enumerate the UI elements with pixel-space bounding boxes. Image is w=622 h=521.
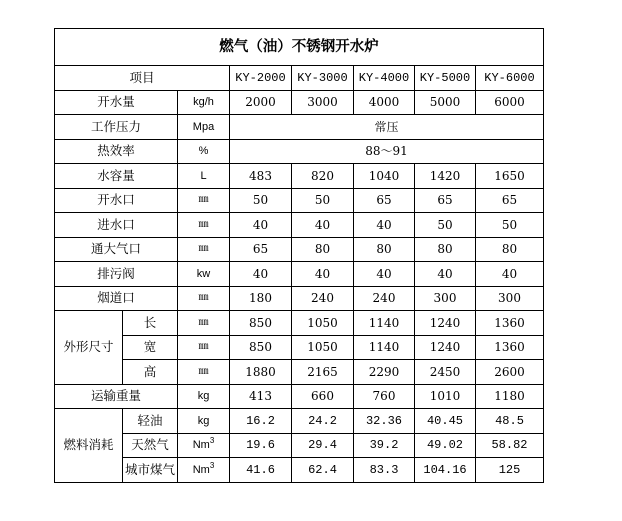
cell-value: 40.45 (415, 409, 476, 434)
table-row (55, 262, 544, 287)
row-unit: ㎜ (178, 335, 230, 360)
cell-value: 65 (415, 188, 476, 213)
table-row (55, 335, 544, 360)
cell-value: 40 (292, 262, 354, 287)
row-unit: L (178, 164, 230, 189)
cell-value: 850 (230, 335, 292, 360)
row-label: 轻油 (123, 409, 178, 434)
table-title: 燃气（油）不锈钢开水炉 (55, 29, 544, 66)
row-label: 开水口 (55, 188, 178, 213)
cell-value: 2450 (415, 360, 476, 385)
cell-value: 5000 (415, 90, 476, 115)
row-label: 高 (123, 360, 178, 385)
cell-value: 24.2 (292, 409, 354, 434)
title-row (55, 29, 544, 66)
table-row (55, 458, 544, 483)
cell-value: 1050 (292, 335, 354, 360)
cell-value: 50 (415, 213, 476, 238)
cell-value: 1140 (354, 311, 415, 336)
table-row (55, 213, 544, 238)
cell-value: 32.36 (354, 409, 415, 434)
cell-value: 80 (415, 237, 476, 262)
row-unit (178, 458, 230, 483)
row-label: 通大气口 (55, 237, 178, 262)
cell-value: 125 (476, 458, 544, 483)
cell-value: 240 (354, 286, 415, 311)
row-unit: Mpa (178, 115, 230, 140)
table-row (55, 433, 544, 458)
row-label: 长 (123, 311, 178, 336)
cell-value: 1180 (476, 384, 544, 409)
row-label: 工作压力 (55, 115, 178, 140)
cell-value: 1650 (476, 164, 544, 189)
cell-value: 29.4 (292, 433, 354, 458)
cell-value: 850 (230, 311, 292, 336)
row-label: 宽 (123, 335, 178, 360)
cell-value: 65 (230, 237, 292, 262)
row-label: 热效率 (55, 139, 178, 164)
cell-value: 240 (292, 286, 354, 311)
cell-value: 80 (354, 237, 415, 262)
table-row (55, 384, 544, 409)
table-row (55, 409, 544, 434)
table-row (55, 139, 544, 164)
cell-value: 1240 (415, 311, 476, 336)
row-unit (178, 433, 230, 458)
header-row (55, 66, 544, 91)
unit-base: Nm (192, 463, 210, 476)
cell-value: 50 (476, 213, 544, 238)
cell-value-merged: 常压 (230, 115, 544, 140)
cell-value: 300 (476, 286, 544, 311)
cell-value: 16.2 (230, 409, 292, 434)
spec-table (54, 28, 544, 483)
table-row (55, 115, 544, 140)
row-unit: kg (178, 384, 230, 409)
row-unit: ㎜ (178, 188, 230, 213)
cell-value: 760 (354, 384, 415, 409)
cell-value: 2000 (230, 90, 292, 115)
cell-value: 58.82 (476, 433, 544, 458)
group-label: 燃料消耗 (55, 409, 123, 483)
model-header: KY-4000 (354, 66, 415, 91)
group-label: 外形尺寸 (55, 311, 123, 385)
cell-value: 65 (476, 188, 544, 213)
cell-value: 3000 (292, 90, 354, 115)
row-unit: ㎜ (178, 237, 230, 262)
header-label: 项目 (55, 66, 230, 91)
cell-value: 65 (354, 188, 415, 213)
cell-value: 6000 (476, 90, 544, 115)
cell-value: 41.6 (230, 458, 292, 483)
cell-value: 1360 (476, 311, 544, 336)
model-header: KY-5000 (415, 66, 476, 91)
cell-value: 4000 (354, 90, 415, 115)
cell-value: 660 (292, 384, 354, 409)
cell-value: 2165 (292, 360, 354, 385)
cell-value: 40 (476, 262, 544, 287)
model-header: KY-3000 (292, 66, 354, 91)
row-unit: ㎜ (178, 213, 230, 238)
cell-value: 48.5 (476, 409, 544, 434)
cell-value: 1050 (292, 311, 354, 336)
cell-value: 1010 (415, 384, 476, 409)
cell-value: 40 (354, 262, 415, 287)
row-unit: kw (178, 262, 230, 287)
row-label: 进水口 (55, 213, 178, 238)
table-row (55, 164, 544, 189)
cell-value: 83.3 (354, 458, 415, 483)
cell-value: 1140 (354, 335, 415, 360)
row-label: 排污阀 (55, 262, 178, 287)
cell-value: 2290 (354, 360, 415, 385)
row-unit: ㎜ (178, 360, 230, 385)
cell-value: 49.02 (415, 433, 476, 458)
unit-superscript: 3 (209, 460, 215, 470)
cell-value: 80 (292, 237, 354, 262)
row-label: 运输重量 (55, 384, 178, 409)
model-header: KY-2000 (230, 66, 292, 91)
cell-value: 19.6 (230, 433, 292, 458)
cell-value: 50 (292, 188, 354, 213)
model-header: KY-6000 (476, 66, 544, 91)
table-row (55, 237, 544, 262)
unit-base: Nm (192, 439, 210, 452)
table-row (55, 188, 544, 213)
table-row (55, 90, 544, 115)
row-label: 开水量 (55, 90, 178, 115)
cell-value: 1040 (354, 164, 415, 189)
cell-value: 413 (230, 384, 292, 409)
cell-value: 1240 (415, 335, 476, 360)
unit-superscript: 3 (209, 436, 215, 446)
cell-value: 2600 (476, 360, 544, 385)
cell-value: 62.4 (292, 458, 354, 483)
row-unit: % (178, 139, 230, 164)
cell-value: 40 (415, 262, 476, 287)
table-row (55, 286, 544, 311)
row-unit: ㎜ (178, 311, 230, 336)
row-unit: kg/h (178, 90, 230, 115)
cell-value: 104.16 (415, 458, 476, 483)
cell-value: 40 (230, 262, 292, 287)
cell-value: 39.2 (354, 433, 415, 458)
cell-value: 820 (292, 164, 354, 189)
cell-value-merged: 88～91 (230, 139, 544, 164)
table-row (55, 311, 544, 336)
row-label: 烟道口 (55, 286, 178, 311)
row-label: 天然气 (123, 433, 178, 458)
row-label: 水容量 (55, 164, 178, 189)
cell-value: 483 (230, 164, 292, 189)
cell-value: 40 (354, 213, 415, 238)
cell-value: 300 (415, 286, 476, 311)
cell-value: 40 (230, 213, 292, 238)
row-label: 城市煤气 (123, 458, 178, 483)
row-unit: ㎜ (178, 286, 230, 311)
cell-value: 1360 (476, 335, 544, 360)
cell-value: 80 (476, 237, 544, 262)
cell-value: 180 (230, 286, 292, 311)
cell-value: 1420 (415, 164, 476, 189)
row-unit: kg (178, 409, 230, 434)
cell-value: 40 (292, 213, 354, 238)
cell-value: 50 (230, 188, 292, 213)
cell-value: 1880 (230, 360, 292, 385)
table-row (55, 360, 544, 385)
